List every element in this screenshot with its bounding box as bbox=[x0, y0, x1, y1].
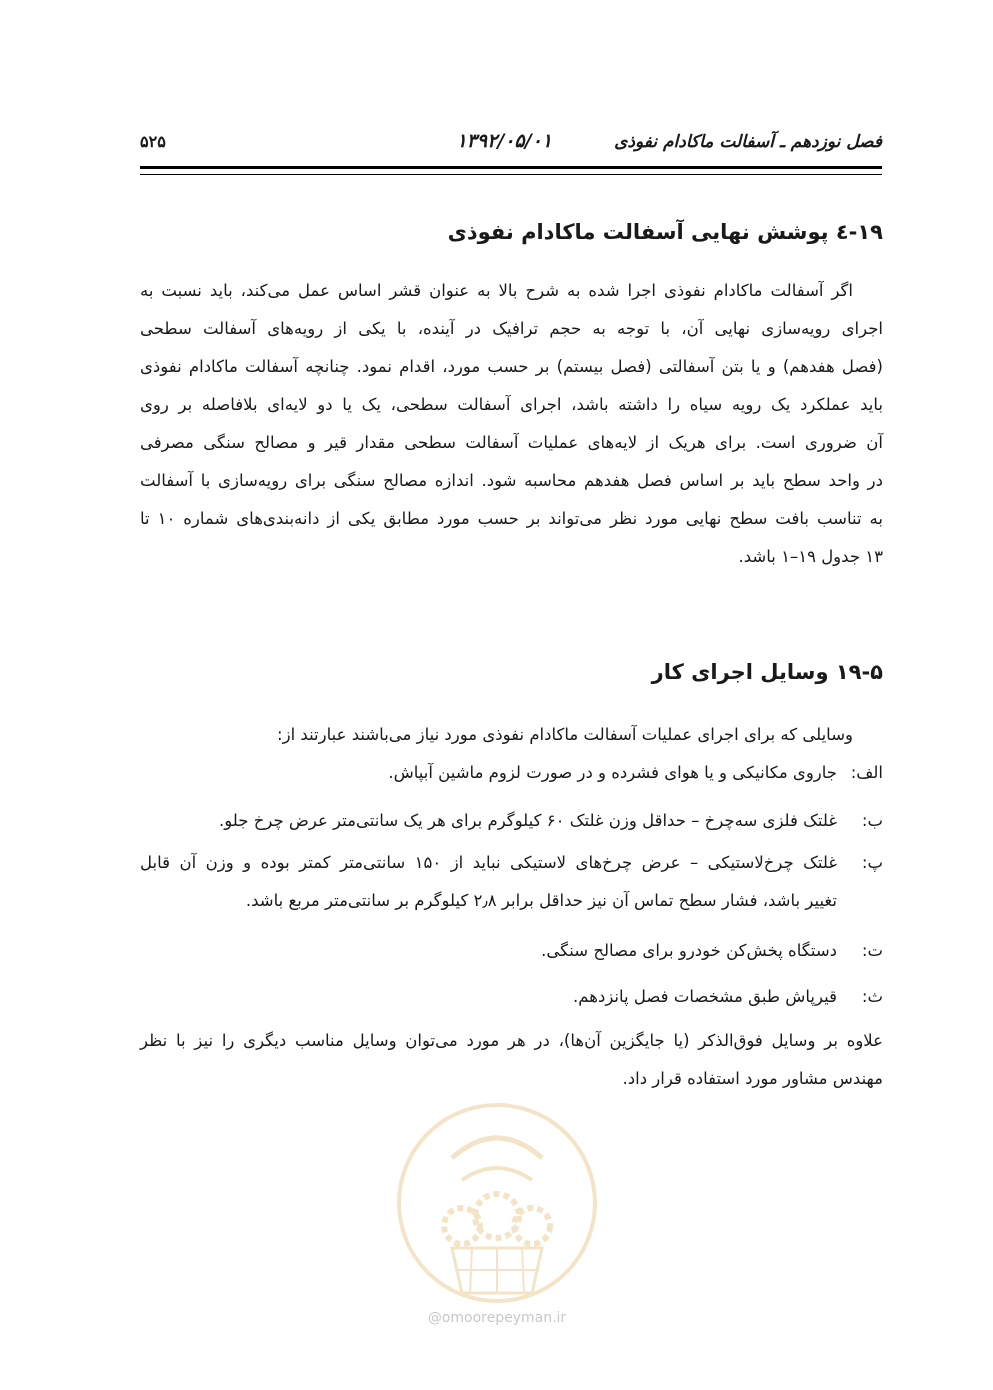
header-date: ۱۳۹۲/۰۵/۰۱ bbox=[456, 130, 552, 152]
list-item bbox=[140, 932, 883, 970]
list-marker: ب: bbox=[861, 811, 883, 830]
paragraph-line: در واحد سطح باید بر اساس فصل هفدهم محاسبه شود. اندازه مصالح سنگی برای رویه‌سازی با آسفالت bbox=[140, 471, 883, 490]
list-item bbox=[140, 754, 883, 792]
paragraph-line: آن ضروری است. برای هریک از لایه‌های عملیات آسفالت سطحی مقدار قیر و مصالح سنگی مصرفی bbox=[140, 433, 883, 452]
watermark-site: @omoorepeyman.ir bbox=[427, 1310, 567, 1326]
list-marker: ت: bbox=[861, 941, 883, 960]
paragraph-line: مهندس مشاور مورد استفاده قرار داد. bbox=[622, 1069, 883, 1088]
list-item bbox=[140, 802, 883, 840]
paragraph-line: باید عملکرد یک رویه سیاه را داشته باشد، اجرای آسفالت سطحی، یک یا دو لایه‌ای بلافاصله بر روی bbox=[140, 395, 883, 414]
list-intro: وسایلی که برای اجرای عملیات آسفالت ماکادام نفوذی مورد نیاز می‌باشند عبارتند از: bbox=[277, 725, 853, 744]
list-item-line: دستگاه پخش‌کن خودرو برای مصالح سنگی. bbox=[541, 941, 837, 960]
list-marker: پ: bbox=[861, 853, 883, 872]
paragraph-line: ۱۳ جدول ۱۹–۱ باشد. bbox=[738, 547, 883, 566]
section-heading: ۱۹-۵ وسایل اجرای کار bbox=[651, 660, 883, 684]
list-item-text bbox=[140, 932, 837, 970]
section-paragraph bbox=[140, 272, 883, 576]
watermark-logo bbox=[392, 1098, 602, 1328]
paragraph-line: به تناسب بافت سطح نهایی مورد نظر می‌تواند بر حسب مورد مطابق یکی از دانه‌بندی‌های شماره ۱۰ تا bbox=[140, 509, 883, 528]
chapter-title: فصل نوزدهم ـ آسفالت ماکادام نفوذی bbox=[614, 132, 882, 152]
paragraph-line: (فصل هفدهم) و یا بتن آسفالتی (فصل بیستم) بر حسب مورد، اقدام نمود. چنانچه آسفالت ماکادام نفوذی bbox=[140, 357, 883, 376]
list-item-text bbox=[140, 754, 837, 792]
list-item-text bbox=[140, 844, 837, 920]
list-item bbox=[140, 978, 883, 1016]
list-item bbox=[140, 844, 883, 920]
list-item-line: جاروی مکانیکی و یا هوای فشرده و در صورت لزوم ماشین آبپاش. bbox=[388, 763, 837, 782]
list-item-line: تغییر باشد، فشار سطح تماس آن نیز حداقل برابر ۲٫۸ کیلوگرم بر سانتی‌متر مربع باشد. bbox=[245, 891, 837, 910]
paragraph-line: علاوه بر وسایل فوق‌الذکر (یا جایگزین آن‌ها)، در هر مورد می‌توان وسایل مناسب دیگری را نیز با نظر bbox=[140, 1031, 883, 1050]
running-header bbox=[140, 126, 882, 162]
list-marker: ث: bbox=[861, 987, 883, 1006]
list-item-line: غلتک فلزی سه‌چرخ – حداقل وزن غلتک ۶۰ کیلوگرم برای هر یک سانتی‌متر عرض چرخ جلو. bbox=[219, 811, 837, 830]
header-rule-thin bbox=[140, 174, 882, 175]
closing-paragraph bbox=[140, 1022, 883, 1098]
section-heading: ۱۹-٤ پوشش نهایی آسفالت ماکادام نفوذی bbox=[447, 220, 883, 244]
list-item-line: قیرپاش طبق مشخصات فصل پانزدهم. bbox=[573, 987, 837, 1006]
list-item-text bbox=[140, 802, 837, 840]
list-item-line: غلتک چرخ‌لاستیکی – عرض چرخ‌های لاستیکی نباید از ۱۵۰ سانتی‌متر کمتر بوده و وزن آن قابل bbox=[140, 853, 837, 872]
header-rule-thick bbox=[140, 166, 882, 169]
page-number: ۵۲۵ bbox=[140, 132, 166, 151]
list-item-text bbox=[140, 978, 837, 1016]
list-marker: الف: bbox=[850, 763, 883, 782]
paragraph-line: اگر آسفالت ماکادام نفوذی اجرا شده به شرح بالا به عنوان قشر اساس عمل می‌کند، باید نسبت به bbox=[140, 281, 853, 300]
paragraph-line: اجرای رویه‌سازی نهایی آن، با توجه به حجم ترافیک در آینده، با یکی از رویه‌های آسفالت سطحی bbox=[140, 319, 883, 338]
